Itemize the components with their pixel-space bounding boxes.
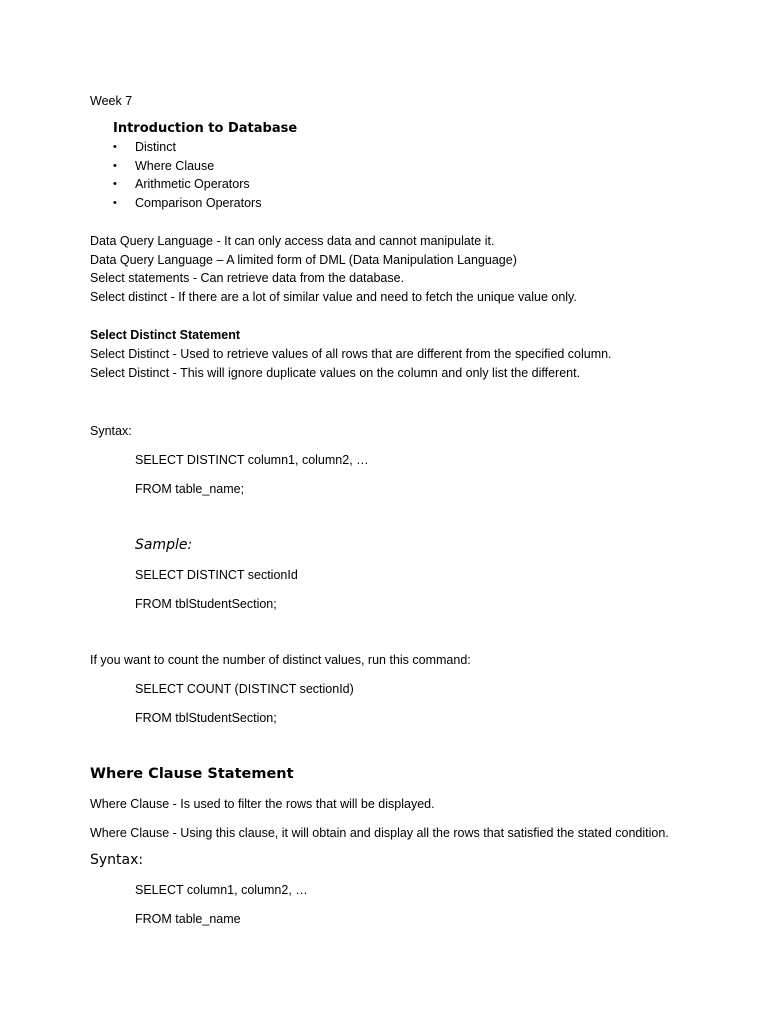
topic-list: [113, 138, 261, 213]
code-line: FROM table_name;: [135, 482, 245, 496]
where-heading: Where Clause Statement: [90, 766, 294, 782]
code-line: FROM table_name: [135, 912, 241, 926]
code-line: FROM tblStudentSection;: [135, 711, 277, 725]
list-item: [113, 194, 261, 213]
definition-line: Select distinct - If there are a lot of similar value and need to fetch the unique value only.: [90, 290, 577, 304]
where-description: Where Clause - Is used to filter the rows that will be displayed.: [90, 797, 435, 811]
sample-label: Sample:: [135, 537, 193, 553]
document-title: Introduction to Database: [113, 121, 298, 136]
topic-label: Arithmetic Operators: [135, 177, 250, 192]
code-line: SELECT COUNT (DISTINCT sectionId): [135, 682, 354, 696]
code-line: SELECT DISTINCT column1, column2, …: [135, 453, 369, 467]
code-line: SELECT DISTINCT sectionId: [135, 568, 298, 582]
list-item: [113, 175, 261, 194]
week-label: Week 7: [90, 94, 133, 108]
definition-line: Select statements - Can retrieve data from the database.: [90, 271, 405, 285]
bullet-icon: •: [113, 141, 117, 153]
syntax-label: Syntax:: [90, 424, 132, 438]
code-line: SELECT column1, column2, …: [135, 883, 308, 897]
distinct-description: Select Distinct - This will ignore duplicate values on the column and only list the different.: [90, 366, 581, 380]
code-line: FROM tblStudentSection;: [135, 597, 277, 611]
definition-line: Data Query Language - It can only access data and cannot manipulate it.: [90, 234, 495, 248]
count-intro: If you want to count the number of distinct values, run this command:: [90, 653, 471, 667]
bullet-icon: •: [113, 178, 117, 191]
list-item: [113, 138, 261, 157]
distinct-description: Select Distinct - Used to retrieve values of all rows that are different from the specified column.: [90, 347, 612, 361]
topic-label: Distinct: [135, 140, 176, 154]
bullet-icon: •: [113, 197, 117, 210]
topic-label: Where Clause: [135, 158, 215, 173]
topic-label: Comparison Operators: [135, 196, 262, 211]
definition-line: Data Query Language – A limited form of DML (Data Manipulation Language): [90, 253, 517, 267]
list-item: [113, 157, 261, 176]
bullet-icon: •: [113, 159, 117, 172]
where-description: Where Clause - Using this clause, it will obtain and display all the rows that satisfied the stated condition.: [90, 826, 669, 840]
syntax-label: Syntax:: [90, 852, 144, 868]
distinct-heading: Select Distinct Statement: [90, 328, 241, 342]
